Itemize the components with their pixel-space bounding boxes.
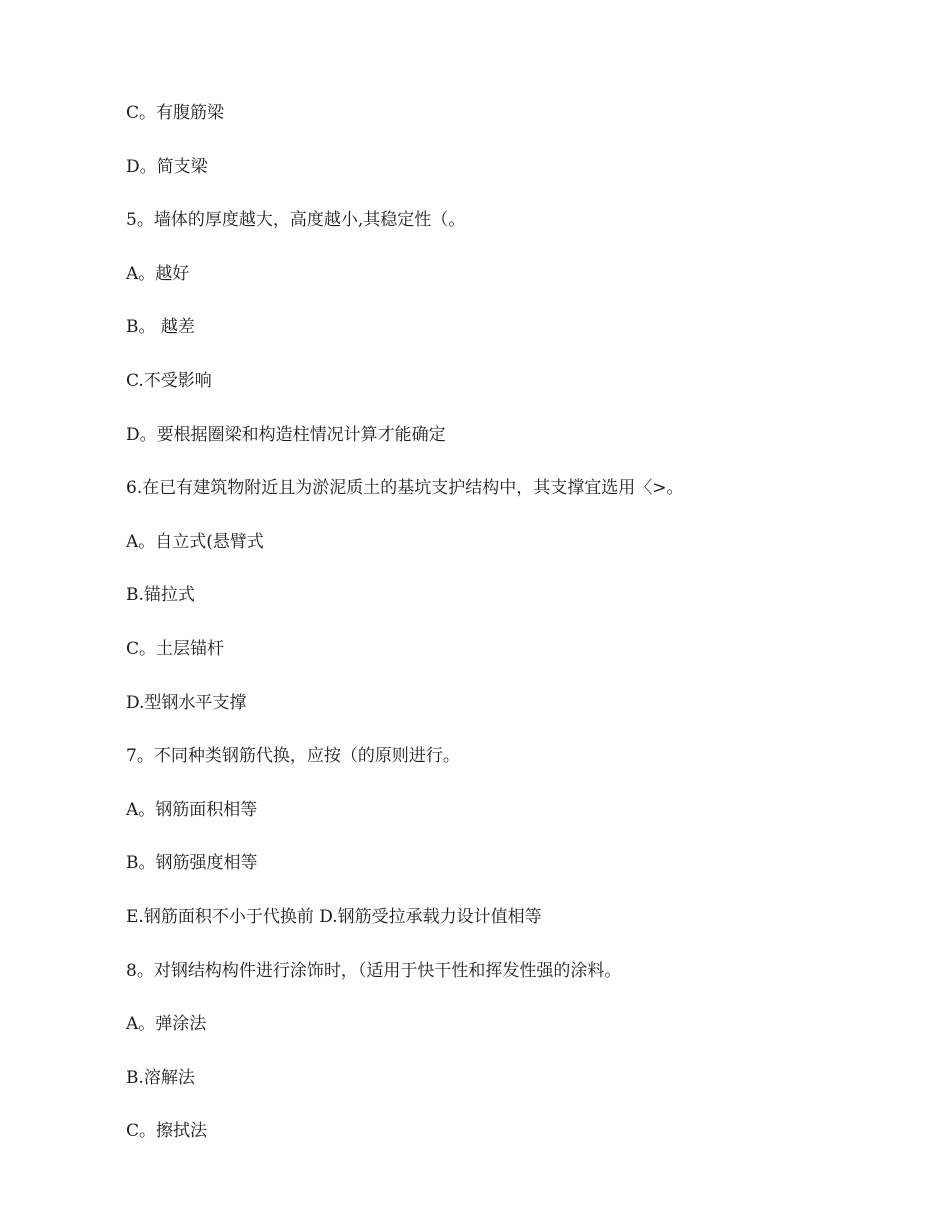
question-line: 6.在已有建筑物附近且为淤泥质土的基坑支护结构中，其支撑宜选用〈>。 bbox=[126, 478, 684, 499]
option-line: D。简支梁 bbox=[126, 156, 208, 177]
question-line: 5。墙体的厚度越大，高度越小,其稳定性（。 bbox=[126, 210, 466, 231]
option-line: C。土层锚杆 bbox=[126, 638, 225, 659]
question-line: 8。对钢结构构件进行涂饰时，（适用于快干性和挥发性强的涂料。 bbox=[126, 960, 622, 981]
option-line: C。擦拭法 bbox=[126, 1121, 208, 1142]
option-line: E.钢筋面积不小于代换前 D.钢筋受拉承载力设计值相等 bbox=[126, 906, 542, 927]
option-line: B.锚拉式 bbox=[126, 585, 195, 606]
option-line: D.型钢水平支撑 bbox=[126, 692, 247, 713]
option-line: C.不受影响 bbox=[126, 370, 212, 391]
option-line: A。钢筋面积相等 bbox=[126, 799, 258, 820]
option-line: A。越好 bbox=[126, 263, 190, 284]
option-line: A。自立式(悬臂式 bbox=[126, 531, 264, 552]
question-line: 7。不同种类钢筋代换，应按（的原则进行。 bbox=[126, 746, 460, 767]
option-line: B.溶解法 bbox=[126, 1067, 195, 1088]
option-line: D。要根据圈梁和构造柱情况计算才能确定 bbox=[126, 424, 446, 445]
option-line: B。 越差 bbox=[126, 317, 195, 338]
option-line: B。钢筋强度相等 bbox=[126, 853, 258, 874]
option-line: C。有腹筋梁 bbox=[126, 103, 225, 123]
option-line: A。弹涂法 bbox=[126, 1014, 207, 1035]
question-text-block bbox=[126, 101, 906, 1173]
